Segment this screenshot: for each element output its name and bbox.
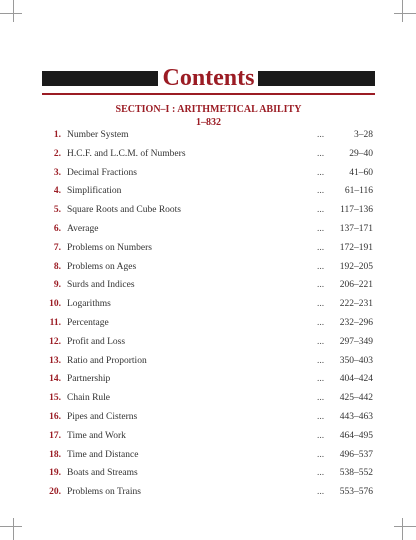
entry-number: 2. bbox=[53, 148, 61, 159]
title-rule bbox=[42, 93, 375, 95]
entry-number: 7. bbox=[53, 242, 61, 253]
crop-mark bbox=[394, 526, 416, 527]
entry-title: Surds and Indices bbox=[67, 280, 135, 291]
entry-pages: 496–537 bbox=[339, 449, 373, 460]
entry-number: 8. bbox=[53, 261, 61, 272]
entry-pages: 350–403 bbox=[339, 355, 373, 366]
entry-pages: 29–40 bbox=[349, 148, 373, 159]
entry-title: Problems on Numbers bbox=[67, 242, 152, 253]
contents-entry[interactable] bbox=[42, 145, 375, 164]
entry-leader: ... bbox=[317, 186, 325, 197]
entry-title: Decimal Fractions bbox=[67, 167, 137, 178]
entry-pages: 137–171 bbox=[339, 223, 373, 234]
section-heading: SECTION–I : ARITHMETICAL ABILITY bbox=[115, 104, 302, 115]
entry-pages: 538–552 bbox=[339, 468, 373, 479]
contents-entry[interactable] bbox=[42, 352, 375, 371]
entry-title: Time and Work bbox=[67, 430, 126, 441]
entry-leader: ... bbox=[317, 411, 325, 422]
contents-entry[interactable] bbox=[42, 389, 375, 408]
entry-leader: ... bbox=[317, 130, 325, 140]
contents-entry[interactable] bbox=[42, 126, 375, 145]
entry-title: Logarithms bbox=[67, 299, 111, 310]
contents-entry[interactable] bbox=[42, 370, 375, 389]
entry-title: Square Roots and Cube Roots bbox=[67, 205, 181, 216]
crop-mark bbox=[394, 13, 416, 14]
entry-pages: 443–463 bbox=[339, 411, 373, 422]
entry-pages: 41–60 bbox=[349, 167, 373, 178]
entry-number: 1. bbox=[53, 130, 61, 140]
title-band bbox=[42, 65, 375, 91]
entry-title: Ratio and Proportion bbox=[67, 355, 147, 366]
crop-mark bbox=[0, 13, 22, 14]
entry-pages: 117–136 bbox=[340, 205, 373, 216]
entry-number: 10. bbox=[49, 299, 61, 310]
contents-entry[interactable] bbox=[42, 201, 375, 220]
crop-mark bbox=[402, 518, 403, 540]
contents-entry[interactable] bbox=[42, 276, 375, 295]
entry-title: Problems on Trains bbox=[67, 487, 141, 498]
entry-title: Chain Rule bbox=[67, 393, 111, 404]
entry-leader: ... bbox=[317, 280, 325, 291]
entry-title: Simplification bbox=[67, 186, 122, 197]
entry-number: 14. bbox=[49, 374, 61, 385]
entry-number: 5. bbox=[53, 205, 61, 216]
entry-number: 12. bbox=[49, 336, 61, 347]
page-title: Contents bbox=[42, 63, 375, 93]
entry-pages: 206–221 bbox=[339, 280, 373, 291]
entry-number: 20. bbox=[49, 487, 61, 498]
contents-entry[interactable] bbox=[42, 258, 375, 277]
entry-pages: 464–495 bbox=[339, 430, 373, 441]
entry-number: 6. bbox=[53, 223, 61, 234]
crop-mark bbox=[0, 526, 22, 527]
contents-entry[interactable] bbox=[42, 239, 375, 258]
entry-leader: ... bbox=[317, 317, 325, 328]
entry-title: Time and Distance bbox=[67, 449, 139, 460]
entry-number: 3. bbox=[53, 167, 61, 178]
entry-pages: 192–205 bbox=[339, 261, 373, 272]
entry-pages: 222–231 bbox=[339, 299, 373, 310]
entry-number: 11. bbox=[49, 317, 61, 328]
section-pages: 1–832 bbox=[196, 117, 221, 128]
contents-entry[interactable] bbox=[42, 333, 375, 352]
entry-title: Partnership bbox=[67, 374, 111, 385]
contents-entry[interactable] bbox=[42, 483, 375, 502]
entry-leader: ... bbox=[317, 223, 325, 234]
entry-leader: ... bbox=[317, 430, 325, 441]
entry-number: 9. bbox=[53, 280, 61, 291]
entry-title: Problems on Ages bbox=[67, 261, 137, 272]
entry-leader: ... bbox=[317, 449, 325, 460]
contents-list bbox=[42, 126, 375, 502]
entry-number: 13. bbox=[49, 355, 61, 366]
entry-number: 15. bbox=[49, 393, 61, 404]
entry-pages: 232–296 bbox=[339, 317, 373, 328]
entry-title: Profit and Loss bbox=[67, 336, 126, 347]
contents-entry[interactable] bbox=[42, 446, 375, 465]
entry-number: 4. bbox=[53, 186, 61, 197]
entry-number: 18. bbox=[49, 449, 61, 460]
entry-number: 17. bbox=[49, 430, 61, 441]
crop-mark bbox=[13, 0, 14, 22]
entry-leader: ... bbox=[317, 299, 325, 310]
entry-title: Boats and Streams bbox=[67, 468, 138, 479]
entry-title: Average bbox=[67, 223, 99, 234]
contents-entry[interactable] bbox=[42, 314, 375, 333]
entry-pages: 404–424 bbox=[339, 374, 373, 385]
entry-leader: ... bbox=[317, 374, 325, 385]
entry-pages: 61–116 bbox=[344, 186, 373, 197]
contents-entry[interactable] bbox=[42, 464, 375, 483]
entry-leader: ... bbox=[317, 261, 325, 272]
entry-title: Number System bbox=[67, 130, 129, 140]
entry-leader: ... bbox=[317, 393, 325, 404]
entry-leader: ... bbox=[317, 148, 325, 159]
entry-leader: ... bbox=[317, 167, 325, 178]
entry-title: Pipes and Cisterns bbox=[67, 411, 138, 422]
entry-pages: 3–28 bbox=[354, 130, 373, 140]
crop-mark bbox=[402, 0, 403, 22]
contents-entry[interactable] bbox=[42, 408, 375, 427]
entry-pages: 172–191 bbox=[339, 242, 373, 253]
contents-entry[interactable] bbox=[42, 220, 375, 239]
crop-mark bbox=[13, 518, 14, 540]
entry-pages: 553–576 bbox=[339, 487, 373, 498]
entry-leader: ... bbox=[317, 487, 325, 498]
entry-leader: ... bbox=[317, 205, 325, 216]
entry-leader: ... bbox=[317, 355, 325, 366]
entry-number: 19. bbox=[49, 468, 61, 479]
entry-title: Percentage bbox=[67, 317, 109, 328]
entry-number: 16. bbox=[49, 411, 61, 422]
entry-pages: 425–442 bbox=[339, 393, 373, 404]
entry-leader: ... bbox=[317, 468, 325, 479]
contents-entry[interactable] bbox=[42, 182, 375, 201]
contents-entry[interactable] bbox=[42, 164, 375, 183]
contents-entry[interactable] bbox=[42, 295, 375, 314]
entry-pages: 297–349 bbox=[339, 336, 373, 347]
contents-entry[interactable] bbox=[42, 427, 375, 446]
entry-leader: ... bbox=[317, 242, 325, 253]
entry-leader: ... bbox=[317, 336, 325, 347]
entry-title: H.C.F. and L.C.M. of Numbers bbox=[67, 148, 186, 159]
